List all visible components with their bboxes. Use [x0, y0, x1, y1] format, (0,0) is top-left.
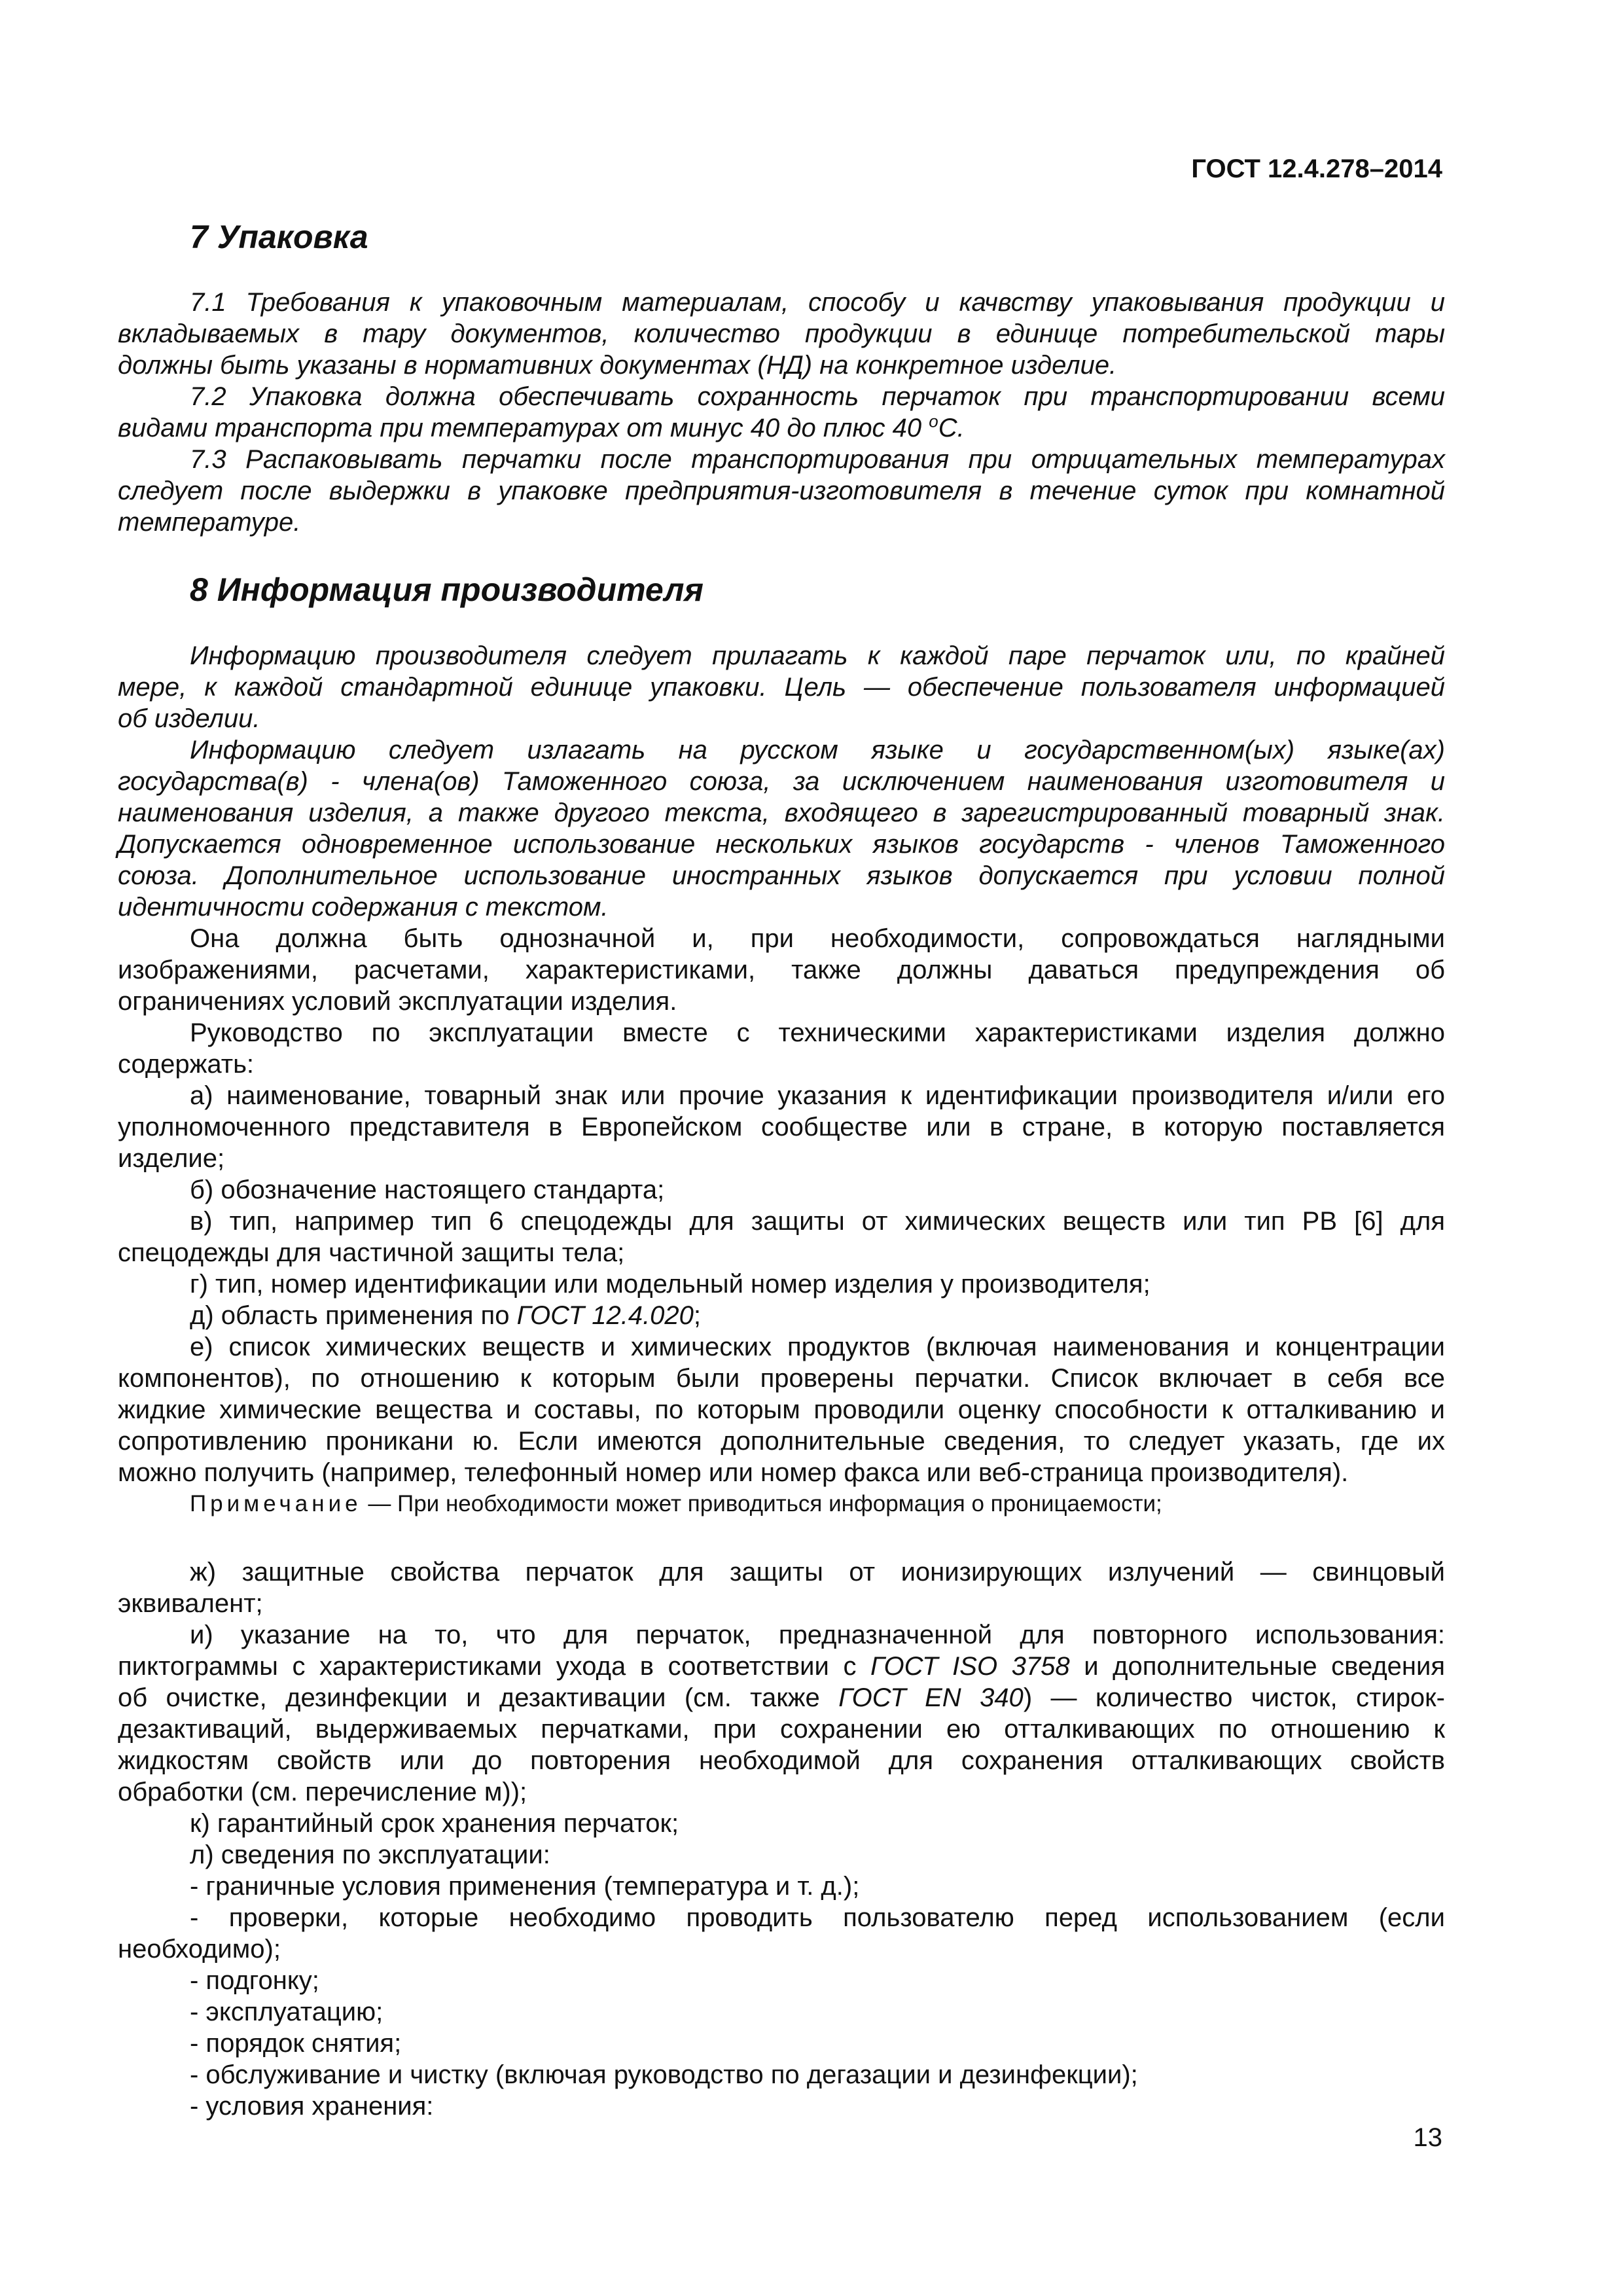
list-item-zh-line2: эквивалент;: [118, 1589, 263, 1618]
list-item-l-sub6: - обслуживание и чистку (включая руководство по дегазации и дезинфекции);: [190, 2060, 1138, 2089]
s8-p2-line6: идентичности содержания с текстом.: [118, 893, 609, 922]
list-item-l-sub5: - порядок снятия;: [190, 2029, 402, 2058]
list-item-i-line4: дезактиваций, выдерживаемых перчатками, при сохранении ею отталкивающих по отношению к: [118, 1715, 1445, 1744]
section-7-title: 7 Упаковка: [190, 219, 368, 255]
list-item-l-sub1: - граничные условия применения (температура и т. д.);: [190, 1872, 860, 1901]
s8-p4-line1: Руководство по эксплуатации вместе с техническими характеристиками изделия должно: [190, 1018, 1445, 1047]
standard-reference: ГОСТ EN 340: [838, 1683, 1024, 1712]
list-item-i-line2: пиктограммы с характеристиками ухода в соответствии с ГОСТ ISO 3758 и дополнительные сведения: [118, 1652, 1445, 1681]
list-item-zh-line1: ж) защитные свойства перчаток для защиты от ионизирующих излучений — свинцовый: [190, 1558, 1445, 1587]
page-number: 13: [1413, 2123, 1442, 2152]
s7-p1-line2: вкладываемых в тару документов, количество продукции в единице потребительской тары: [118, 319, 1445, 348]
s7-p3-line2: следует после выдержки в упаковке предприятия-изготовителя в течение суток при комнатной: [118, 476, 1445, 505]
s7-p3-line3: температуре.: [118, 508, 301, 537]
s7-p2-line1: 7.2 Упаковка должна обеспечивать сохранность перчаток при транспортировании всеми: [190, 382, 1445, 411]
list-item-i-line1: и) указание на то, что для перчаток, предназначенной для повторного использования:: [190, 1621, 1445, 1649]
list-item-l: л) сведения по эксплуатации:: [190, 1840, 550, 1869]
note-label: Примечание: [190, 1491, 362, 1516]
list-item-i-line5: жидкостям свойств или до повторения необходимой для сохранения отталкивающих свойств: [118, 1746, 1445, 1775]
list-item-e-line1: е) список химических веществ и химических продуктов (включая наименования и концентрации: [190, 1333, 1445, 1361]
s8-p2-line4: Допускается одновременное использование нескольких языков государств - членов Таможенного: [118, 830, 1445, 859]
s7-p1-line1: 7.1 Требования к упаковочным материалам, способу и качвству упаковывания продукции и: [190, 288, 1445, 317]
s8-p2-line5: союза. Дополнительное использование иностранных языков допускается при условии полной: [118, 861, 1445, 890]
s8-p3-line2: изображениями, расчетами, характеристиками, также должны даваться предупреждения об: [118, 956, 1445, 984]
note: [190, 1490, 1162, 1518]
list-item-e-line2: компонентов), по отношению к которым были проверены перчатки. Список включает в себя все: [118, 1364, 1445, 1393]
note-text: — При необходимости может приводиться информация о проницаемости;: [361, 1491, 1162, 1516]
list-item-a-line1: а) наименование, товарный знак или прочие указания к идентификации производителя и/или его: [190, 1081, 1445, 1110]
standard-reference: ГОСТ ISO 3758: [870, 1652, 1070, 1681]
list-item-d: д) область применения по ГОСТ 12.4.020;: [190, 1301, 702, 1330]
list-item-i-line6: обработки (см. перечисление м));: [118, 1778, 527, 1806]
s8-p2-line2: государства(в) - члена(ов) Таможенного союза, за исключением наименования изготовителя и: [118, 767, 1445, 796]
s7-p2-line2: видами транспорта при температурах от минус 40 до плюс 40 $^o$С.: [118, 411, 965, 442]
list-item-e-line3: жидкие химические вещества и составы, по которым проводили оценку способности к отталкиванию и: [118, 1395, 1445, 1424]
s7-p3-line1: 7.3 Распаковывать перчатки после транспортирования при отрицательных температурах: [190, 445, 1445, 474]
list-item-b: б) обозначение настоящего стандарта;: [190, 1175, 665, 1204]
list-item-l-sub2-line1: - проверки, которые необходимо проводить пользователю перед использованием (если: [190, 1903, 1445, 1932]
s8-p1-line1: Информацию производителя следует прилагать к каждой паре перчаток или, по крайней: [190, 641, 1445, 670]
s8-p2-line1: Информацию следует излагать на русском языке и государственном(ых) языке(ах): [190, 736, 1445, 764]
section-8-title: 8 Информация производителя: [190, 571, 704, 608]
list-item-e-line4: сопротивлению проникани ю. Если имеются дополнительные сведения, то следует указать, где их: [118, 1427, 1445, 1456]
standard-code: ГОСТ 12.4.278–2014: [1191, 154, 1442, 183]
s8-p3-line1: Она должна быть однозначной и, при необходимости, сопровождаться наглядными: [190, 924, 1445, 953]
list-item-v-line2: спецодежды для частичной защиты тела;: [118, 1238, 625, 1267]
s8-p1-line2: мере, к каждой стандартной единице упаковки. Цель — обеспечение пользователя информацией: [118, 673, 1445, 702]
list-item-l-sub7: - условия хранения:: [190, 2092, 434, 2121]
s8-p3-line3: ограничениях условий эксплуатации изделия.: [118, 987, 677, 1016]
list-item-l-sub2-line2: необходимо);: [118, 1935, 281, 1964]
list-item-g: г) тип, номер идентификации или модельный номер изделия у производителя;: [190, 1270, 1150, 1299]
list-item-e-line5: можно получить (например, телефонный номер или номер факса или веб-страница производителя).: [118, 1458, 1349, 1487]
s8-p4-line2: содержать:: [118, 1050, 255, 1079]
list-item-v-line1: в) тип, например тип 6 спецодежды для защиты от химических веществ или тип РВ [6] для: [190, 1207, 1445, 1236]
list-item-a-line2: уполномоченного представителя в Европейском сообществе или в стране, в которую поставляется: [118, 1113, 1445, 1141]
s7-p1-line3: должны быть указаны в нормативних документах (НД) на конкретное изделие.: [118, 351, 1117, 380]
s8-p2-line3: наименования изделия, а также другого текста, входящего в зарегистрированный товарный знак.: [118, 798, 1445, 827]
list-item-l-sub3: - подгонку;: [190, 1966, 319, 1995]
list-item-i-line3: об очистке, дезинфекции и дезактивации (см. также ГОСТ EN 340) — количество чисток, стирок-: [118, 1683, 1446, 1712]
list-item-a-line3: изделие;: [118, 1144, 225, 1173]
list-item-k: к) гарантийный срок хранения перчаток;: [190, 1809, 679, 1838]
list-item-l-sub4: - эксплуатацию;: [190, 1998, 383, 2026]
s8-p1-line3: об изделии.: [118, 704, 260, 733]
standard-reference: ГОСТ 12.4.020: [516, 1301, 694, 1330]
